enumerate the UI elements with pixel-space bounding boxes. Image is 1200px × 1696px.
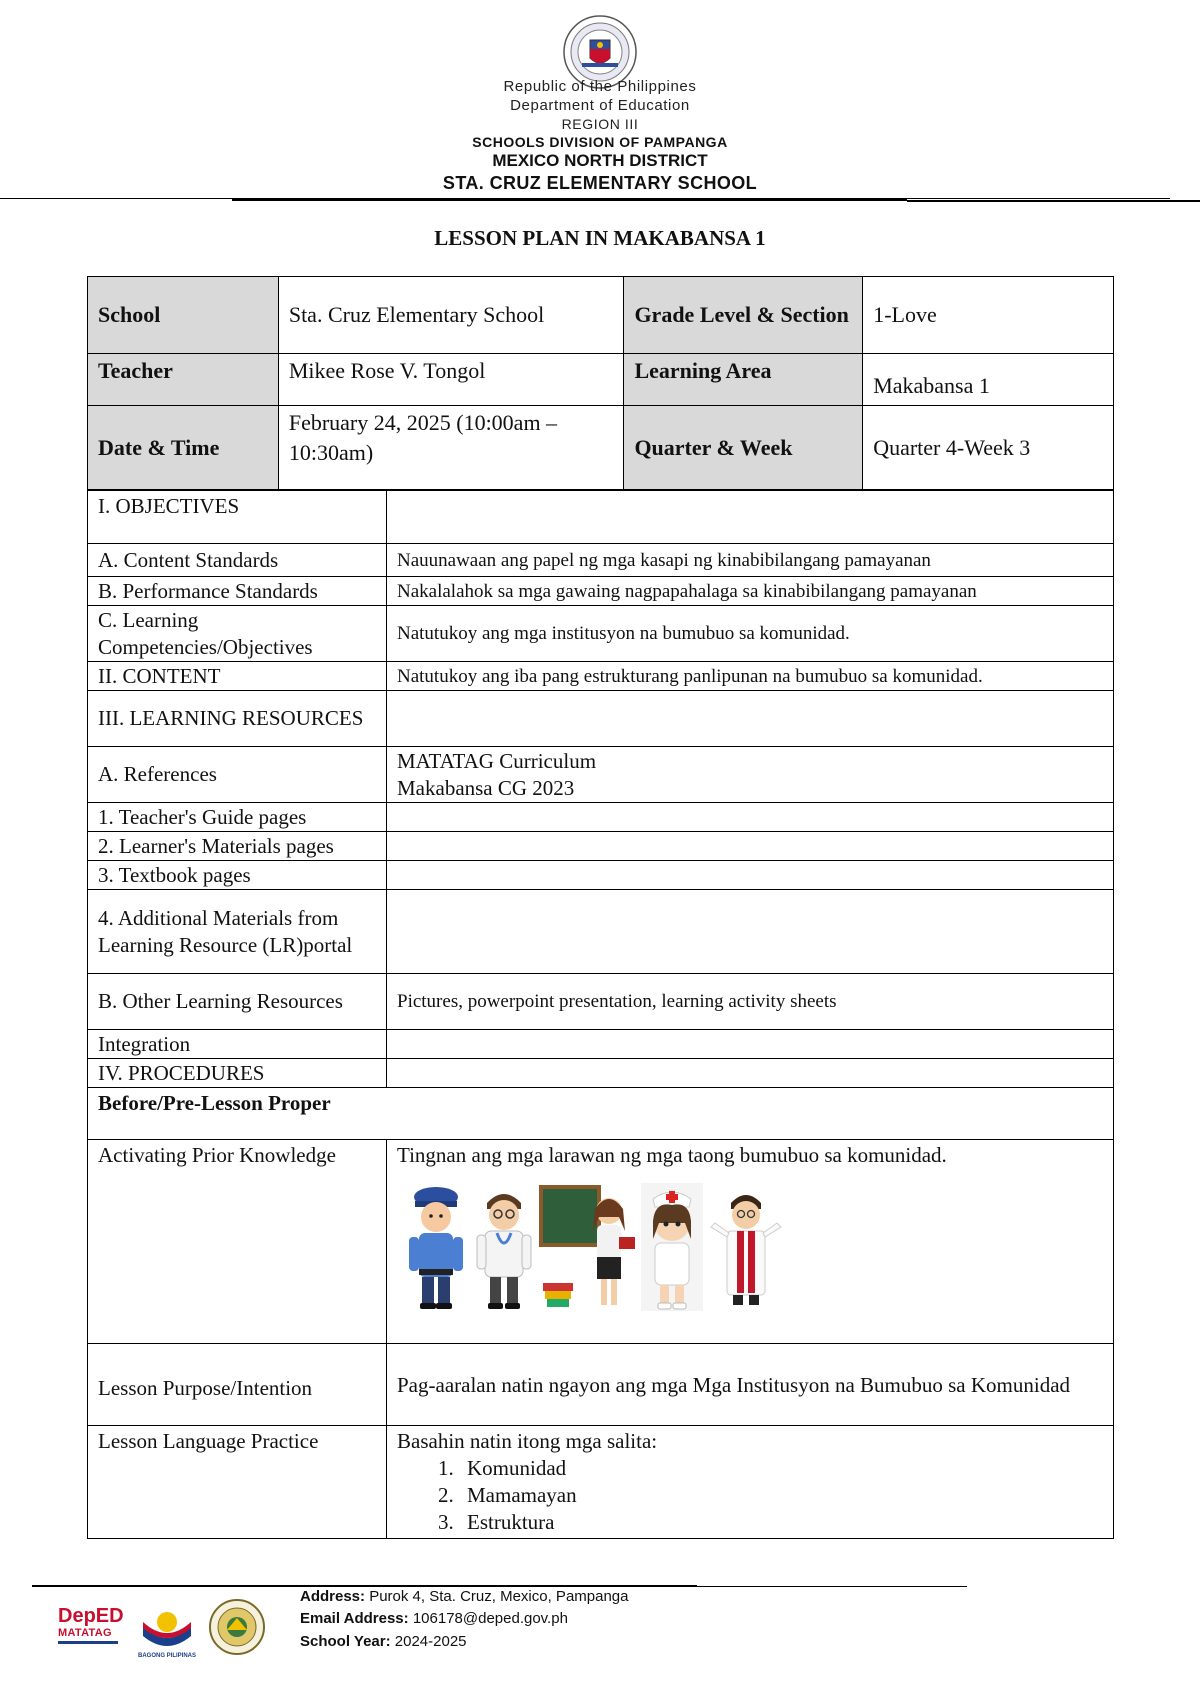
- header-divider-right: [907, 200, 1200, 202]
- address-value: Purok 4, Sta. Cruz, Mexico, Pampanga: [369, 1588, 629, 1605]
- info-row-school: [88, 277, 1114, 354]
- practice-cell: [387, 1426, 1114, 1539]
- before-lesson-label: Before/Pre-Lesson Proper: [88, 1088, 1114, 1140]
- integration-label: Integration: [88, 1030, 387, 1059]
- row-objectives: [88, 491, 1114, 544]
- content-std-value: Nauunawaan ang papel ng mga kasapi ng kinabibilangang pamayanan: [387, 544, 1114, 577]
- teacher-value: Mikee Rose V. Tongol: [278, 354, 624, 406]
- references-line-2: Makabansa CG 2023: [397, 776, 575, 800]
- school-seal-icon: [208, 1598, 266, 1656]
- references-line-1: MATATAG Curriculum: [397, 749, 597, 773]
- row-integration: [88, 1030, 1114, 1059]
- am-label: 4. Additional Materials from Learning Resource (LR)portal: [88, 890, 387, 974]
- row-learning-resources: [88, 691, 1114, 747]
- teacher-label: Teacher: [88, 354, 279, 406]
- row-additional-materials: [88, 890, 1114, 974]
- lesson-plan-table: [87, 490, 1114, 1539]
- footer-school-year: [300, 1633, 467, 1650]
- tg-value: [387, 803, 1114, 832]
- references-label: A. References: [88, 747, 387, 803]
- olr-label: B. Other Learning Resources: [88, 974, 387, 1030]
- priest-icon: [707, 1183, 785, 1311]
- row-activating-prior-knowledge: [88, 1140, 1114, 1344]
- olr-value: Pictures, powerpoint presentation, learning activity sheets: [387, 974, 1114, 1030]
- info-row-teacher: [88, 354, 1114, 406]
- purpose-label: Lesson Purpose/Intention: [88, 1344, 387, 1426]
- resources-value: [387, 691, 1114, 747]
- community-pictures: [397, 1183, 1103, 1311]
- objectives-label: I. OBJECTIVES: [88, 491, 387, 544]
- word-list: [397, 1455, 1103, 1536]
- doctor-icon: [473, 1183, 535, 1311]
- row-performance-standards: [88, 577, 1114, 606]
- am-value: [387, 890, 1114, 974]
- footer-divider-right: [697, 1586, 967, 1587]
- perf-std-value: Nakalalahok sa mga gawaing nagpapahalaga sa kinabibilangang pamayanan: [387, 577, 1114, 606]
- quarter-label: Quarter & Week: [624, 406, 863, 490]
- procedures-value: [387, 1059, 1114, 1088]
- header-divider-thick: [232, 198, 907, 201]
- nurse-icon: [641, 1183, 703, 1311]
- resources-label: III. LEARNING RESOURCES: [88, 691, 387, 747]
- year-label: School Year:: [300, 1633, 391, 1650]
- tb-label: 3. Textbook pages: [88, 861, 387, 890]
- footer-address: [300, 1588, 629, 1605]
- footer-email: [300, 1610, 568, 1627]
- deped-logo-text: DepED: [58, 1605, 124, 1627]
- matatag-logo-bar: [58, 1641, 118, 1644]
- integration-value: [387, 1030, 1114, 1059]
- grade-label: Grade Level & Section: [624, 277, 863, 354]
- row-content-standards: [88, 544, 1114, 577]
- address-label: Address:: [300, 1588, 366, 1605]
- comp-label: C. Learning Competencies/Objectives: [88, 606, 387, 662]
- matatag-logo-text: MATATAG: [58, 1627, 112, 1639]
- word-item: 1. Komunidad: [459, 1455, 1103, 1482]
- header-department: Department of Education: [510, 97, 690, 114]
- area-value: Makabansa 1: [863, 354, 1114, 406]
- footer-divider: [32, 1585, 697, 1587]
- objectives-value: [387, 491, 1114, 544]
- comp-value: Natutukoy ang mga institusyon na bumubuo sa komunidad.: [387, 606, 1114, 662]
- tb-value: [387, 861, 1114, 890]
- info-row-date: [88, 406, 1114, 490]
- content-std-label: A. Content Standards: [88, 544, 387, 577]
- school-value: Sta. Cruz Elementary School: [278, 277, 624, 354]
- email-value[interactable]: 106178@deped.gov.ph: [412, 1610, 568, 1627]
- procedures-label: IV. PROCEDURES: [88, 1059, 387, 1088]
- row-competencies: [88, 606, 1114, 662]
- references-value: [387, 747, 1114, 803]
- info-table: [87, 276, 1114, 490]
- apk-label: Activating Prior Knowledge: [88, 1140, 387, 1344]
- header-school: STA. CRUZ ELEMENTARY SCHOOL: [442, 173, 758, 193]
- school-label: School: [88, 277, 279, 354]
- tg-label: 1. Teacher's Guide pages: [88, 803, 387, 832]
- practice-intro: Basahin natin itong mga salita:: [397, 1429, 658, 1453]
- row-teachers-guide: [88, 803, 1114, 832]
- bagong-pilipinas-icon: [135, 1598, 199, 1654]
- email-label: Email Address:: [300, 1610, 409, 1627]
- date-value: February 24, 2025 (10:00am – 10:30am): [278, 406, 624, 490]
- page-title: LESSON PLAN IN MAKABANSA 1: [434, 226, 766, 250]
- grade-value: 1-Love: [863, 277, 1114, 354]
- row-other-resources: [88, 974, 1114, 1030]
- year-value: 2024-2025: [394, 1633, 467, 1650]
- row-lesson-language-practice: [88, 1426, 1114, 1539]
- lm-value: [387, 832, 1114, 861]
- content-label: II. CONTENT: [88, 662, 387, 691]
- row-references: [88, 747, 1114, 803]
- deped-matatag-logo: [58, 1605, 126, 1657]
- bagong-pilipinas-text: BAGONG PILIPINAS: [137, 1653, 196, 1659]
- word-item: 3. Estruktura: [459, 1509, 1103, 1536]
- teacher-icon: [539, 1183, 637, 1311]
- lm-label: 2. Learner's Materials pages: [88, 832, 387, 861]
- row-procedures: [88, 1059, 1114, 1088]
- row-lesson-purpose: [88, 1344, 1114, 1426]
- row-before-lesson: [88, 1088, 1114, 1140]
- apk-cell: [387, 1140, 1114, 1344]
- purpose-value: Pag-aaralan natin ngayon ang mga Mga Institusyon na Bumubuo sa Komunidad: [387, 1344, 1114, 1426]
- quarter-value: Quarter 4-Week 3: [863, 406, 1114, 490]
- row-content: [88, 662, 1114, 691]
- row-learners-materials: [88, 832, 1114, 861]
- header-division: SCHOOLS DIVISION OF PAMPANGA: [472, 134, 728, 150]
- header-region: REGION III: [561, 116, 639, 132]
- content-value: Natutukoy ang iba pang estrukturang panlipunan na bumubuo sa komunidad.: [387, 662, 1114, 691]
- header-district: MEXICO NORTH DISTRICT: [492, 151, 708, 170]
- apk-value: Tingnan ang mga larawan ng mga taong bumubuo sa komunidad.: [397, 1143, 947, 1167]
- word-item: 2. Mamamayan: [459, 1482, 1103, 1509]
- policeman-icon: [403, 1183, 469, 1311]
- perf-std-label: B. Performance Standards: [88, 577, 387, 606]
- practice-label: Lesson Language Practice: [88, 1426, 387, 1539]
- header-republic: Republic of the Philippines: [503, 78, 697, 95]
- area-label: Learning Area: [624, 354, 863, 406]
- date-label: Date & Time: [88, 406, 279, 490]
- row-textbook: [88, 861, 1114, 890]
